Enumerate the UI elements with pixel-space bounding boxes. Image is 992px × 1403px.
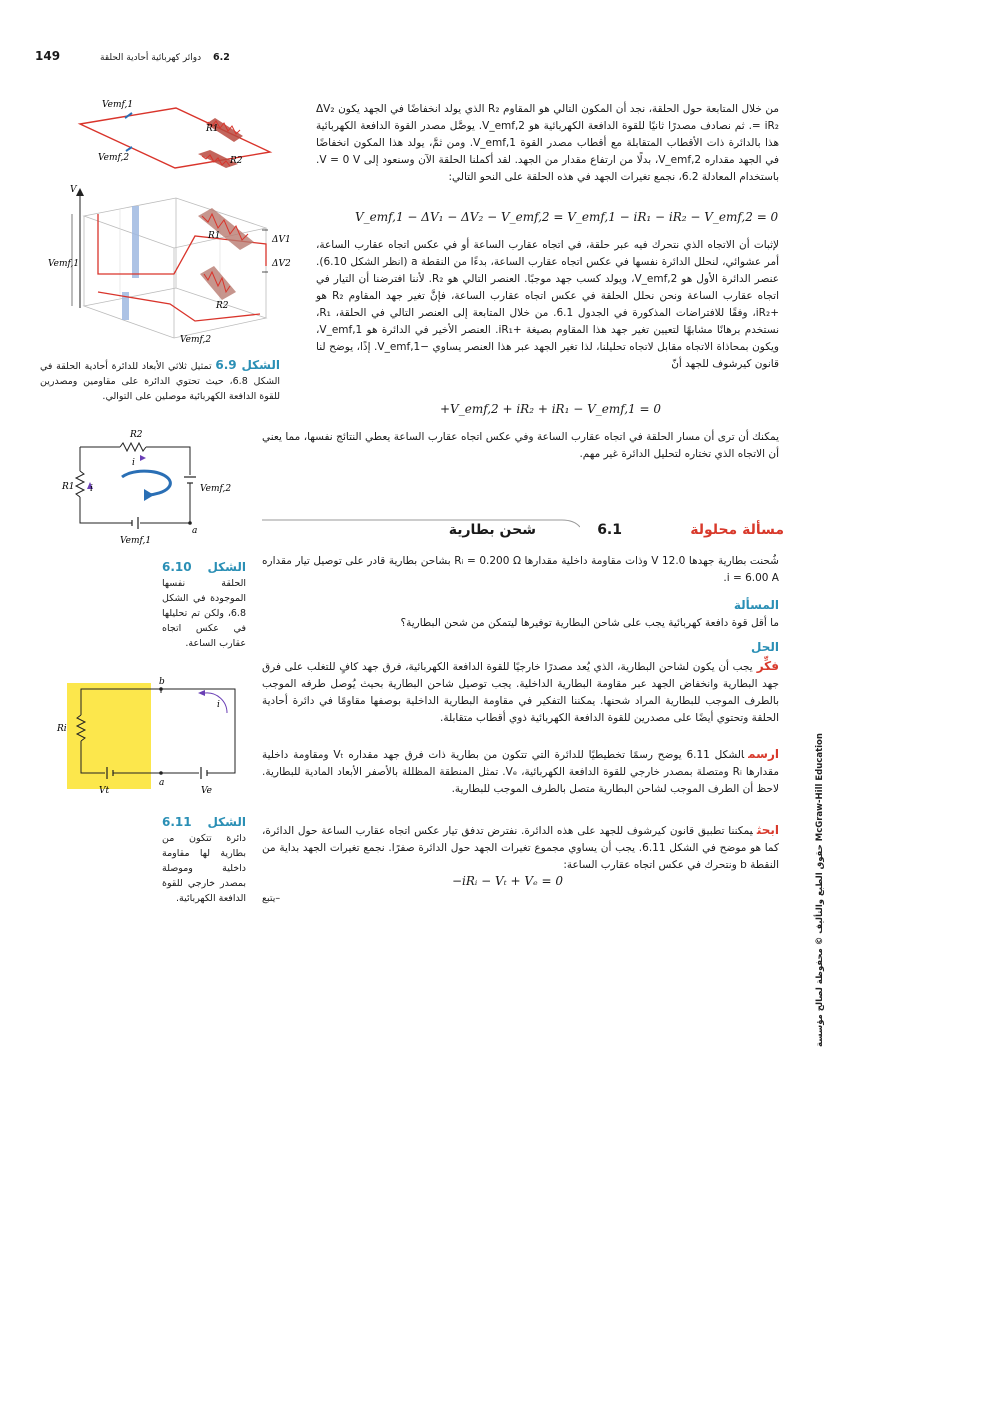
- label-i-top: i: [132, 458, 135, 468]
- label-i-left: i: [90, 484, 93, 494]
- label-vemf1-top: Vemf,1: [102, 100, 134, 110]
- label-ve: Ve: [201, 786, 212, 795]
- label-dv2: ΔV2: [272, 259, 291, 269]
- example-label: مسألة محلولة: [690, 522, 784, 538]
- problem-heading: المسألة: [733, 598, 779, 612]
- solution-heading: الحل: [751, 640, 779, 654]
- sketch-label: ارسم: [748, 747, 779, 761]
- label-r1-top: R1: [206, 124, 219, 134]
- label-vemf1-side: Vemf,1: [48, 259, 80, 269]
- body-paragraph-3: يمكنك أن ترى أن مسار الحلقة في اتجاه عقارب الساعة وفي عكس اتجاه عقارب الساعة يعطي النتائج نفسها، مما يعني أن الاتجاه الذي تختاره لتحليل الدائرة غير مهم.: [262, 431, 779, 460]
- label-vt: Vt: [99, 786, 110, 795]
- think-label: فكِّر: [756, 659, 779, 673]
- label-b: b: [159, 677, 165, 687]
- body-paragraph-2: لإثبات أن الاتجاه الذي نتحرك فيه عبر حلقة، في اتجاه عقارب الساعة أو في عكس اتجاه عقارب الساعة، أمر عشوائي، لنحلل الدائرة نفسها في عكس اتجاه عقارب الساعة، بدءًا من النقطة a (انظر الشكل 6.10). عنصر الدائرة الأول هو V_emf,2، ويولد كسب جهد موجبًا. العنصر التالي هو R₂. لأننا افترضنا أن التيار في اتجاه عقارب الساعة ونحن نحلل الحلقة في عكس اتجاه عقارب الساعة، فإنَّ تغير جهد المقاوم R₂ هو +iR₂، وفقًا للافتراضات المذكورة في الجدول 6.1. من خلال المتابعة إلى العنصر التالي في الحلقة، R₁، نستخدم برهانًا مشابهًا لتعيين تغير جهد هذا المقاوم بصيغة +iR₁. العنصر الأخير في الدائرة هو V_emf,1، ويكون بمحاذاة الاتجاه مقابل لاتجاه تحليلنا، لذا تغير الجهد عبر هذا العنصر يساوي −V_emf,1. إذًا، يوضح لنا قانون كيرشوف للجهد أنّ: [316, 239, 780, 370]
- figure-6-11-caption: الشكل 6.11 دائرة تتكون من بطارية لها مقاومة داخلية وموصلة بمصدر خارجي للقوة الدافعة الكهربائية.: [162, 815, 246, 904]
- research-label: ابحث: [756, 823, 779, 837]
- label-r2-3d: R2: [216, 301, 229, 311]
- equation-charging: −iRᵢ − Vₜ + Vₑ = 0: [452, 874, 563, 888]
- label-a-611: a: [159, 778, 165, 788]
- body-paragraph-1: من خلال المتابعة حول الحلقة، نجد أن المكون التالي هو المقاوم R₂ الذي يولد انخفاضًا في الجهد يكون ΔV₂ = iR₂. ثم نصادف مصدرًا ثانيًا للقوة الدافعة الكهربائية هو V_emf,2. يوصَّل مصدر القوة الدافعة الكهربائية هذا بالدائرة ذات الأقطاب المتقابلة مع أقطاب مصدر القوة V_emf,1. ومن ثمَّ، يولد هذا المكون انخفاضًا في الجهد مقداره V_emf,2، بدلًا من ارتفاع مقدار من الجهد. لقد أكملنا الحلقة الآن وسنعود إلى V = 0 V. باستخدام المعادلة 6.2، نجمع تغيرات الجهد في هذه الحلقة على النحو التالي:: [316, 103, 780, 183]
- label-vemf2-3d: Vemf,2: [180, 335, 212, 345]
- running-header-title: دوائر كهربائية أحادية الحلقة: [100, 53, 202, 63]
- continued-marker: –يتبع: [262, 893, 281, 904]
- label-dv1: ΔV1: [272, 235, 291, 245]
- running-header-number: 6.2: [213, 52, 230, 63]
- label-v-axis: V: [70, 185, 77, 195]
- example-statement: شُحنت بطارية جهدها 12.0 V وذات مقاومة داخلية مقدارها Rᵢ = 0.200 Ω بشاحن بطارية قادر على توصيل تيار مقداره i = 6.00 A.: [262, 555, 779, 584]
- figure-6-10-number: الشكل 6.10: [162, 560, 246, 574]
- figure-6-9-number: الشكل 6.9: [215, 358, 280, 372]
- equation-kvl-clockwise: V_emf,1 − ΔV₁ − ΔV₂ − V_emf,2 = V_emf,1 − iR₁ − iR₂ − V_emf,2 = 0: [355, 210, 779, 224]
- label-i: i: [217, 700, 220, 710]
- figure-6-9-caption: الشكل 6.9 تمثيل ثلاثي الأبعاد للدائرة أحادية الحلقة في الشكل 6.8، حيث تحتوي الدائرة على مقاومين ومصدرين للقوة الدافعة الكهربائية موصلين على التوالي.: [40, 358, 280, 402]
- label-vemf2: Vemf,2: [200, 484, 232, 494]
- figure-6-9-diagram: [40, 96, 300, 354]
- example-number: 6.1: [597, 522, 622, 538]
- label-ri: Ri: [57, 724, 67, 734]
- label-r1: R1: [62, 482, 75, 492]
- figure-6-10-diagram: [60, 425, 240, 545]
- label-r1-3d: R1: [208, 231, 221, 241]
- research-paragraph: ابحثيمكننا تطبيق قانون كيرشوف للجهد على هذه الدائرة. نفترض تدفق تيار عكس اتجاه عقارب الساعة حول الدائرة، كما هو موضح في الشكل 6.11. يجب أن يساوي مجموع تغيرات الجهد حول الدائرة صفرًا. نجمع تغيرات الجهد بداية من النقطة b ونتحرك في عكس اتجاه عقارب الساعة:: [262, 823, 779, 871]
- example-title: شحن بطارية: [448, 522, 536, 538]
- think-paragraph: فكِّريجب أن يكون لشاحن البطارية، الذي يُعد مصدرًا خارجيًا للقوة الدافعة الكهربائية، فرق جهد كافٍ للتغلب على فرق جهد البطارية وانخفاض الجهد عبر مقاومة البطارية الداخلية. يجب توصيل شاحن البطارية بحيث يُوصل طرفه الموجب بالطرف الموجب للبطارية المراد شحنها. يمكننا التفكير في مقاومة البطارية الداخلية بوصفها مقاومًا في دائرة أحادية الحلقة وتحتوي أيضًا على مصدرين للقوة الدافعة الكهربائية ذوي أقطاب متقابلة.: [262, 659, 779, 724]
- label-vemf2-top: Vemf,2: [98, 153, 130, 163]
- label-r2-top: R2: [230, 156, 243, 166]
- label-r2: R2: [130, 430, 143, 440]
- problem-text: ما أقل قوة دافعة كهربائية يجب على شاحن البطارية توفيرها ليتمكن من شحن البطارية؟: [400, 617, 779, 629]
- label-vemf1: Vemf,1: [120, 536, 152, 545]
- label-a: a: [192, 526, 198, 536]
- page-number: 149: [35, 49, 61, 63]
- sketch-paragraph: ارسمالشكل 6.11 يوضح رسمًا تخطيطيًا للدائرة التي تتكون من بطارية ذات فرق جهد مقداره Vₜ ومقاومة داخلية مقدارها Rᵢ ومتصلة بمصدر خارجي للقوة الدافعة الكهربائية، Vₑ. تمثل المنطقة المظللة بالأصفر الأبعاد المادية للبطارية. لاحظ أن الطرف الموجب لشاحن البطارية متصل بالطرف الموجب للبطارية.: [262, 747, 779, 795]
- figure-6-11-diagram: [55, 675, 245, 795]
- figure-6-10-caption-text: الشكل 6.10 الحلقة نفسها الموجودة في الشكل 6.8، ولكن تم تحليلها في عكس اتجاه عقارب الساعة.: [162, 560, 246, 649]
- solved-example-header: [262, 517, 784, 543]
- equation-kvl-counterclockwise: +V_emf,2 + iR₂ + iR₁ − V_emf,1 = 0: [440, 402, 662, 416]
- copyright-vertical: حقوق الطبع والتأليف © محفوظة لصالح مؤسسة McGraw-Hill Education: [815, 733, 825, 1047]
- figure-6-11-number: الشكل 6.11: [162, 815, 246, 829]
